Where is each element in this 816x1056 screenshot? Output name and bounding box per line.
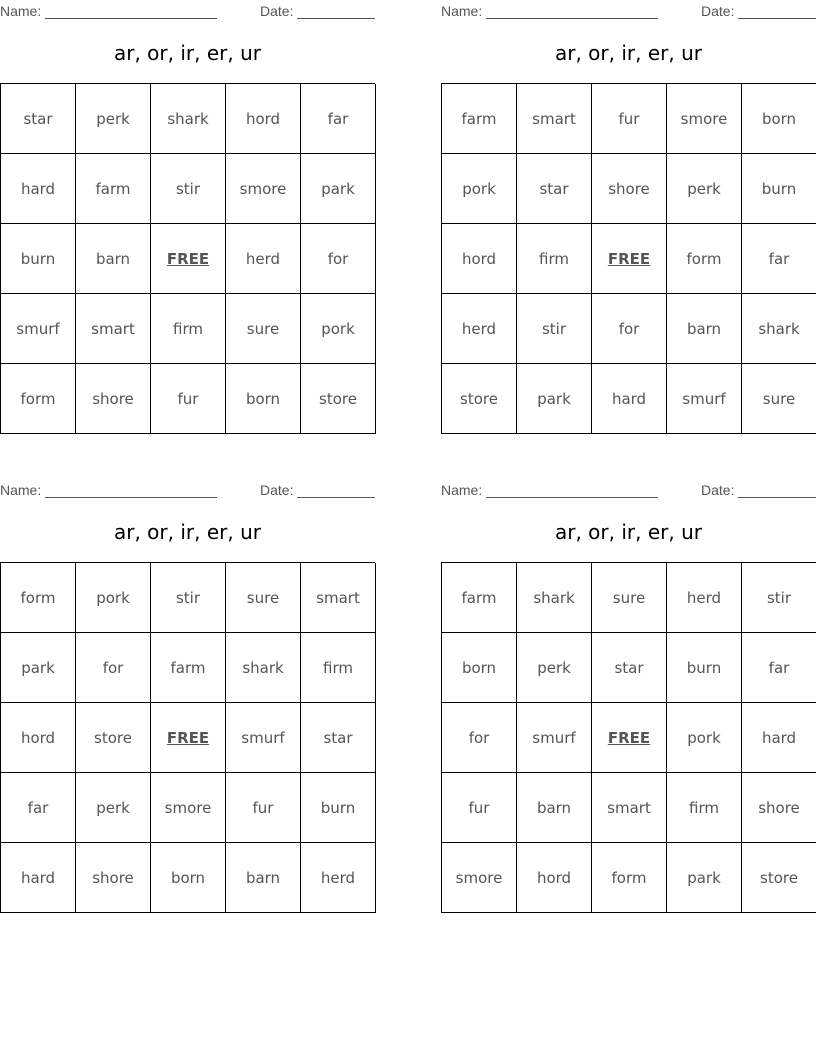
free-space-cell[interactable]: FREE — [151, 224, 226, 294]
name-date-header — [441, 479, 816, 499]
bingo-cell[interactable]: farm — [76, 154, 151, 224]
bingo-cell[interactable]: store — [76, 703, 151, 773]
bingo-card-2 — [441, 0, 816, 408]
bingo-cell[interactable]: burn — [301, 773, 376, 843]
name-field[interactable] — [0, 482, 217, 498]
bingo-cell[interactable]: shore — [76, 843, 151, 913]
bingo-cell[interactable]: store — [442, 364, 517, 434]
bingo-cell[interactable]: smart — [517, 84, 592, 154]
date-blank-line[interactable] — [738, 483, 816, 498]
date-field[interactable] — [260, 482, 375, 498]
name-label: Name: — [0, 3, 42, 19]
bingo-cell[interactable]: form — [1, 563, 76, 633]
free-space-cell[interactable]: FREE — [151, 703, 226, 773]
bingo-grid — [441, 83, 816, 434]
bingo-cell[interactable]: far — [301, 84, 376, 154]
bingo-cell[interactable]: stir — [151, 154, 226, 224]
bingo-cell[interactable]: far — [742, 633, 816, 703]
bingo-cell[interactable]: hard — [1, 843, 76, 913]
bingo-cell[interactable]: fur — [592, 84, 667, 154]
bingo-cell[interactable]: smurf — [226, 703, 301, 773]
bingo-cell[interactable]: form — [667, 224, 742, 294]
date-label: Date: — [260, 482, 294, 498]
bingo-cell[interactable]: firm — [151, 294, 226, 364]
bingo-cell[interactable]: hard — [1, 154, 76, 224]
bingo-cell[interactable]: born — [742, 84, 816, 154]
name-blank-line[interactable] — [486, 483, 658, 498]
bingo-card-1 — [0, 0, 375, 408]
bingo-cell[interactable]: hard — [742, 703, 816, 773]
bingo-cell[interactable]: born — [151, 843, 226, 913]
bingo-cell[interactable]: fur — [226, 773, 301, 843]
bingo-cell[interactable]: sure — [742, 364, 816, 434]
bingo-cell[interactable]: park — [667, 843, 742, 913]
bingo-cell[interactable]: for — [76, 633, 151, 703]
bingo-cell[interactable]: shore — [76, 364, 151, 434]
bingo-cell[interactable]: shore — [742, 773, 816, 843]
name-field[interactable] — [441, 482, 658, 498]
name-label: Name: — [441, 482, 483, 498]
date-label: Date: — [701, 3, 735, 19]
bingo-cell[interactable]: form — [592, 843, 667, 913]
bingo-cell[interactable]: burn — [667, 633, 742, 703]
bingo-cell[interactable]: farm — [442, 84, 517, 154]
bingo-cell[interactable]: sure — [592, 563, 667, 633]
bingo-cell[interactable]: shark — [517, 563, 592, 633]
bingo-cell[interactable]: shark — [151, 84, 226, 154]
name-label: Name: — [0, 482, 42, 498]
name-date-header — [0, 479, 375, 499]
bingo-cell[interactable]: burn — [742, 154, 816, 224]
bingo-cell[interactable]: barn — [667, 294, 742, 364]
bingo-cell[interactable]: farm — [151, 633, 226, 703]
name-field[interactable] — [0, 3, 217, 19]
bingo-cell[interactable]: for — [592, 294, 667, 364]
bingo-cell[interactable]: park — [517, 364, 592, 434]
bingo-cell[interactable]: hord — [1, 703, 76, 773]
bingo-card-3 — [0, 479, 375, 887]
bingo-grid — [441, 562, 816, 913]
bingo-cell[interactable]: smurf — [517, 703, 592, 773]
bingo-cell[interactable]: smore — [226, 154, 301, 224]
name-label: Name: — [441, 3, 483, 19]
name-blank-line[interactable] — [486, 4, 658, 19]
bingo-cell[interactable]: park — [301, 154, 376, 224]
bingo-cell[interactable]: herd — [667, 563, 742, 633]
bingo-cell[interactable]: pork — [301, 294, 376, 364]
bingo-cell[interactable]: barn — [517, 773, 592, 843]
free-space-cell[interactable]: FREE — [592, 703, 667, 773]
free-space-cell[interactable]: FREE — [592, 224, 667, 294]
bingo-cell[interactable]: hord — [226, 84, 301, 154]
bingo-cell[interactable]: shark — [742, 294, 816, 364]
bingo-cell[interactable]: perk — [76, 773, 151, 843]
name-date-header — [0, 0, 375, 20]
bingo-cell[interactable]: fur — [442, 773, 517, 843]
bingo-cell[interactable]: pork — [667, 703, 742, 773]
bingo-cell[interactable]: hord — [517, 843, 592, 913]
bingo-cell[interactable]: star — [301, 703, 376, 773]
bingo-cell[interactable]: far — [742, 224, 816, 294]
bingo-cell[interactable]: pork — [442, 154, 517, 224]
date-blank-line[interactable] — [738, 4, 816, 19]
card-title: ar, or, ir, er, ur — [113, 41, 261, 65]
bingo-cell[interactable]: park — [1, 633, 76, 703]
bingo-cell[interactable]: barn — [76, 224, 151, 294]
bingo-cell[interactable]: barn — [226, 843, 301, 913]
bingo-cell[interactable]: star — [1, 84, 76, 154]
bingo-cell[interactable]: firm — [301, 633, 376, 703]
bingo-cell[interactable]: herd — [301, 843, 376, 913]
date-field[interactable] — [701, 482, 816, 498]
bingo-grid — [0, 562, 375, 913]
date-field[interactable] — [260, 3, 375, 19]
bingo-cell[interactable]: perk — [517, 633, 592, 703]
bingo-cell[interactable]: herd — [442, 294, 517, 364]
bingo-cell[interactable]: smurf — [667, 364, 742, 434]
date-label: Date: — [260, 3, 294, 19]
bingo-cell[interactable]: for — [301, 224, 376, 294]
bingo-cell[interactable]: star — [592, 633, 667, 703]
card-title: ar, or, ir, er, ur — [113, 520, 261, 544]
name-blank-line[interactable] — [45, 4, 217, 19]
bingo-cell[interactable]: smore — [667, 84, 742, 154]
bingo-card-4 — [441, 479, 816, 887]
bingo-cell[interactable]: store — [301, 364, 376, 434]
date-label: Date: — [701, 482, 735, 498]
bingo-cell[interactable]: form — [1, 364, 76, 434]
bingo-cell[interactable]: hard — [592, 364, 667, 434]
date-blank-line[interactable] — [297, 483, 375, 498]
bingo-cell[interactable]: born — [442, 633, 517, 703]
bingo-cell[interactable]: farm — [442, 563, 517, 633]
bingo-cell[interactable]: born — [226, 364, 301, 434]
bingo-cell[interactable]: sure — [226, 294, 301, 364]
name-blank-line[interactable] — [45, 483, 217, 498]
bingo-cell[interactable]: star — [517, 154, 592, 224]
name-date-header — [441, 0, 816, 20]
bingo-cell[interactable]: stir — [517, 294, 592, 364]
bingo-cell[interactable]: smart — [301, 563, 376, 633]
bingo-cell[interactable]: smore — [442, 843, 517, 913]
bingo-cell[interactable]: far — [1, 773, 76, 843]
bingo-cell[interactable]: shark — [226, 633, 301, 703]
bingo-cell[interactable]: shore — [592, 154, 667, 224]
name-field[interactable] — [441, 3, 658, 19]
bingo-cell[interactable]: herd — [226, 224, 301, 294]
bingo-cell[interactable]: smart — [76, 294, 151, 364]
bingo-cell[interactable]: perk — [76, 84, 151, 154]
bingo-cell[interactable]: firm — [517, 224, 592, 294]
bingo-cell[interactable]: firm — [667, 773, 742, 843]
bingo-cell[interactable]: smore — [151, 773, 226, 843]
date-field[interactable] — [701, 3, 816, 19]
bingo-cell[interactable]: for — [442, 703, 517, 773]
date-blank-line[interactable] — [297, 4, 375, 19]
bingo-cell[interactable]: stir — [742, 563, 816, 633]
bingo-cell[interactable]: fur — [151, 364, 226, 434]
bingo-cell[interactable]: store — [742, 843, 816, 913]
card-title: ar, or, ir, er, ur — [554, 520, 702, 544]
bingo-cell[interactable]: sure — [226, 563, 301, 633]
bingo-cell[interactable]: perk — [667, 154, 742, 224]
bingo-cell[interactable]: burn — [1, 224, 76, 294]
bingo-cell[interactable]: pork — [76, 563, 151, 633]
bingo-cell[interactable]: stir — [151, 563, 226, 633]
bingo-grid — [0, 83, 375, 434]
bingo-cell[interactable]: hord — [442, 224, 517, 294]
card-title: ar, or, ir, er, ur — [554, 41, 702, 65]
bingo-cell[interactable]: smart — [592, 773, 667, 843]
bingo-cell[interactable]: smurf — [1, 294, 76, 364]
